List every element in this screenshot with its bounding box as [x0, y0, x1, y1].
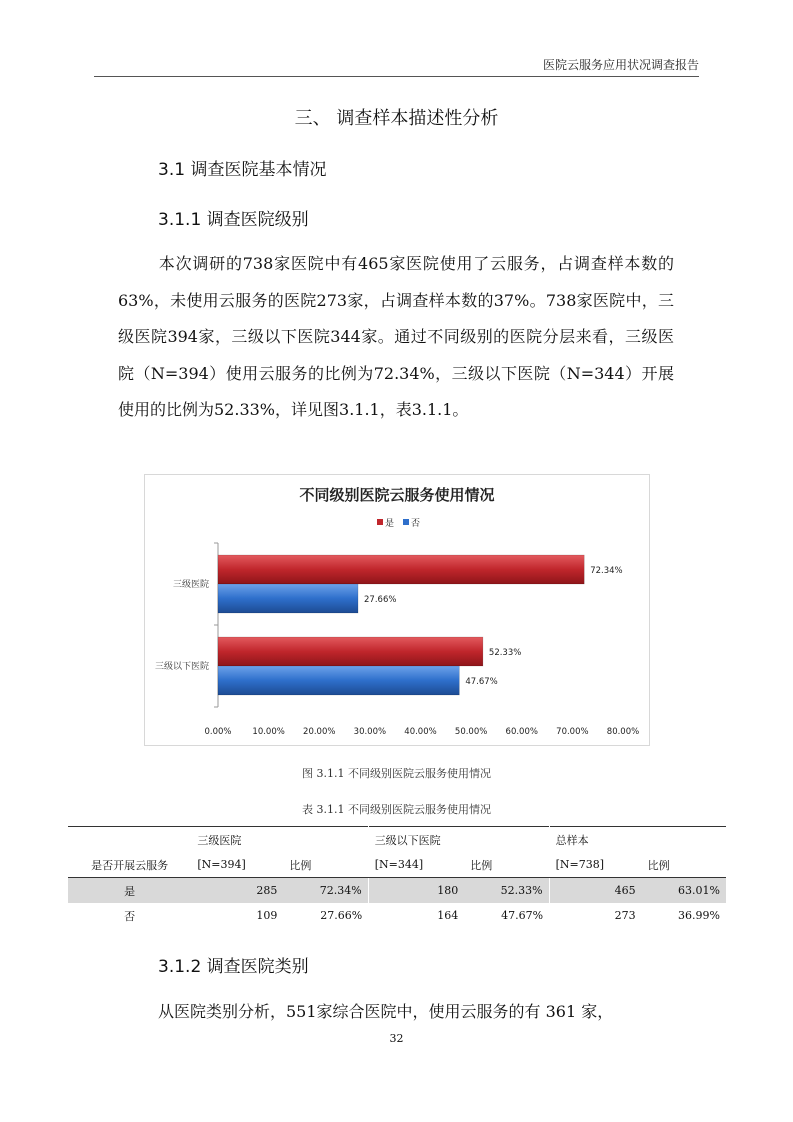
table-caption: 表 3.1.1 不同级别医院云服务使用情况: [302, 803, 491, 816]
table-cell: 52.33%: [464, 878, 549, 904]
x-tick-label: 20.00%: [303, 727, 336, 737]
sub-header: 比例: [464, 852, 549, 878]
table-cell: 27.66%: [320, 909, 363, 922]
body-paragraph: [118, 246, 674, 429]
table-cell: 63.01%: [642, 878, 726, 904]
table-group-header-row: [68, 827, 726, 853]
table-sub-header-row: [68, 852, 726, 878]
category-label: 三级医院: [172, 580, 209, 590]
bar-data-label: 52.33%: [488, 648, 522, 658]
table-cell: 109: [256, 909, 278, 922]
table-cell: 47.67%: [501, 909, 544, 922]
sub-header: [N=738]: [549, 852, 642, 878]
bar-data-label: 72.34%: [590, 566, 623, 576]
x-tick-label: 80.00%: [606, 727, 640, 737]
x-tick-label: 30.00%: [353, 727, 387, 737]
bar: [218, 637, 483, 666]
table-row: [68, 903, 726, 928]
figure-caption: 图 3.1.1 不同级别医院云服务使用情况: [302, 767, 491, 780]
group-header-below-tertiary: 三级以下医院: [368, 827, 464, 853]
x-tick-label: 0.00%: [204, 727, 232, 737]
legend-swatch: [403, 519, 409, 525]
subsection-heading: 3.1 调查医院基本情况: [158, 160, 327, 180]
x-tick-label: 40.00%: [404, 727, 437, 737]
section-title: 三、 调查样本描述性分析: [294, 108, 499, 129]
body-paragraph-text: 本次调研的738家医院中有465家医院使用了云服务，占调查样本数的63%，未使用云服务的医院273家，占调查样本数的37%。738家医院中，三级医院394家，三级以下医院344家。通过不同级别的医院分层来看，三级医院（N=394）使用云服务的比例为72.34%，三级以下医院（N=344）开展使用的比例为52.33%，详见图3.1.1，表3.1.1。: [118, 254, 674, 419]
page-number: 32: [389, 1032, 404, 1045]
row-label: 是: [68, 878, 191, 904]
table-cell: 164: [437, 909, 459, 922]
group-header-tertiary: 三级医院: [191, 827, 283, 853]
table-cell: 285: [191, 878, 283, 904]
table-cell: 72.34%: [283, 878, 368, 904]
subsubsection-heading: 3.1.1 调查医院级别: [158, 210, 309, 230]
x-tick-label: 70.00%: [556, 727, 589, 737]
legend-label: 否: [411, 519, 421, 529]
data-table: [68, 826, 726, 928]
chart-title: 不同级别医院云服务使用情况: [299, 486, 495, 504]
legend-label: 是: [385, 519, 395, 529]
running-header: 医院云服务应用状况调查报告: [542, 58, 699, 72]
sub-header: 比例: [642, 852, 726, 878]
table-cell: 465: [549, 878, 642, 904]
bar: [218, 555, 584, 584]
x-tick-label: 50.00%: [454, 727, 488, 737]
table-cell: 36.99%: [678, 909, 720, 922]
category-label: 三级以下医院: [154, 662, 209, 672]
header-rule: [94, 76, 699, 77]
group-header-total: 总样本: [549, 827, 642, 853]
bar: [218, 584, 358, 613]
sub-header: 比例: [283, 852, 368, 878]
bar-data-label: 47.67%: [465, 677, 498, 687]
table-cell: 273: [614, 909, 636, 922]
row-label-header: 是否开展云服务: [68, 852, 191, 878]
body-paragraph-2: [118, 994, 674, 1030]
table-row: [68, 878, 726, 904]
body-paragraph-2-text: 从医院类别分析，551家综合医院中，使用云服务的有 361 家，: [158, 1002, 614, 1021]
x-tick-label: 10.00%: [252, 727, 285, 737]
bar-chart-svg: [145, 475, 649, 745]
bar: [218, 666, 459, 695]
row-label: 否: [124, 909, 136, 923]
subsubsection-heading-2: 3.1.2 调查医院类别: [158, 957, 309, 977]
table-cell: 180: [368, 878, 464, 904]
legend-swatch: [377, 519, 383, 525]
bar-data-label: 27.66%: [364, 595, 397, 605]
bar-chart: [144, 474, 650, 746]
sub-header: [N=344]: [368, 852, 464, 878]
sub-header: [N=394]: [191, 852, 283, 878]
x-tick-label: 60.00%: [505, 727, 538, 737]
